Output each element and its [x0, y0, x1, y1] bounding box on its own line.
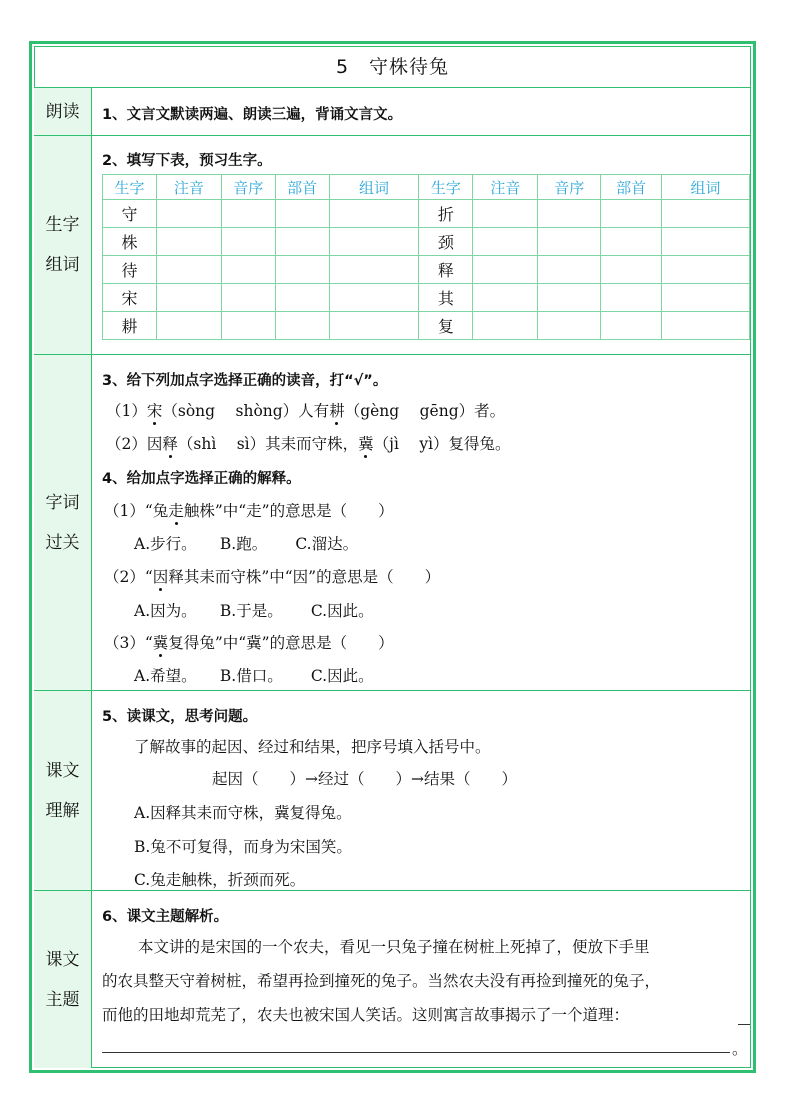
blank-cell[interactable] [221, 284, 275, 312]
header-cell: 组词 [329, 175, 419, 200]
q4-options-1: A.步行。 B.跑。 C.溜达。 [134, 535, 359, 553]
section-words [34, 355, 751, 691]
char-cell: 颈 [419, 228, 473, 256]
blank-cell[interactable] [601, 200, 662, 228]
blank-cell[interactable] [473, 256, 538, 284]
section-label-understanding: 课文 理解 [34, 691, 92, 890]
page-title: 5 守株待兔 [34, 46, 751, 88]
option-c: C.兔走触株，折颈而死。 [134, 871, 306, 889]
answer-blank-line[interactable] [102, 1052, 730, 1053]
header-cell: 部首 [275, 175, 329, 200]
blank-cell[interactable] [221, 228, 275, 256]
char-cell: 其 [419, 284, 473, 312]
blank-cell[interactable] [473, 284, 538, 312]
blank-cell[interactable] [538, 200, 601, 228]
blank-cell[interactable] [601, 312, 662, 340]
header-cell: 部首 [601, 175, 662, 200]
blank-cell[interactable] [601, 284, 662, 312]
question-3: 3、给下列加点字选择正确的读音，打“√”。 [102, 373, 388, 389]
q3-item-2: （2）因释（shì sì）其耒而守株，冀（jì yì）复得兔。 [106, 435, 511, 453]
blank-cell[interactable] [156, 256, 221, 284]
blank-cell[interactable] [156, 312, 221, 340]
table-row [103, 312, 750, 340]
question-2: 2、填写下表，预习生字。 [102, 153, 272, 169]
blank-cell[interactable] [538, 228, 601, 256]
blank-cell[interactable] [156, 284, 221, 312]
theme-line-1: 本文讲的是宋国的一个农夫，看见一只兔子撞在树桩上死掉了，便放下手里 [138, 938, 650, 956]
blank-cell[interactable] [662, 228, 750, 256]
char-cell: 株 [103, 228, 157, 256]
section-vocab [34, 136, 751, 355]
blank-cell[interactable] [329, 228, 419, 256]
table-header-row [103, 175, 750, 200]
header-cell: 生字 [103, 175, 157, 200]
blank-cell[interactable] [662, 200, 750, 228]
header-cell: 音序 [538, 175, 601, 200]
section-understanding [34, 691, 751, 891]
blank-cell[interactable] [329, 312, 419, 340]
blank-cell[interactable] [538, 284, 601, 312]
blank-cell[interactable] [601, 256, 662, 284]
character-table [102, 174, 750, 340]
blank-cell[interactable] [662, 312, 750, 340]
table-row [103, 284, 750, 312]
char-cell: 守 [103, 200, 157, 228]
table-row [103, 256, 750, 284]
q4-item-3: （3）“冀复得兔”中“冀”的意思是（ ） [104, 634, 394, 652]
blank-cell[interactable] [221, 256, 275, 284]
header-cell: 组词 [662, 175, 750, 200]
sequence-blanks: 起因（ ）→经过（ ）→结果（ ） [212, 770, 517, 788]
answer-blank-start[interactable] [738, 1024, 750, 1025]
end-mark: 。 [732, 1040, 748, 1058]
blank-cell[interactable] [473, 200, 538, 228]
q4-item-1: （1）“兔走触株”中“走”的意思是（ ） [104, 502, 394, 520]
q4-options-3: A.希望。 B.借口。 C.因此。 [134, 667, 374, 685]
char-cell: 复 [419, 312, 473, 340]
section-reading [34, 88, 751, 136]
question-6: 6、课文主题解析。 [102, 909, 229, 925]
theme-line-2: 的农具整天守着树桩，希望再捡到撞死的兔子。当然农夫没有再捡到撞死的兔子， [102, 972, 661, 990]
q4-options-2: A.因为。 B.于是。 C.因此。 [134, 602, 374, 620]
section-label-vocab: 生字 组词 [34, 136, 92, 354]
instruction-text: 了解故事的起因、经过和结果，把序号填入括号中。 [134, 738, 491, 756]
char-cell: 释 [419, 256, 473, 284]
char-cell: 宋 [103, 284, 157, 312]
header-cell: 音序 [221, 175, 275, 200]
blank-cell[interactable] [275, 284, 329, 312]
blank-cell[interactable] [329, 200, 419, 228]
blank-cell[interactable] [329, 284, 419, 312]
theme-line-3: 而他的田地却荒芜了，农夫也被宋国人笑话。这则寓言故事揭示了一个道理： [102, 1006, 630, 1024]
section-label-theme: 课文 主题 [34, 891, 92, 1068]
blank-cell[interactable] [473, 228, 538, 256]
blank-cell[interactable] [221, 200, 275, 228]
section-theme [34, 891, 751, 1068]
header-cell: 生字 [419, 175, 473, 200]
blank-cell[interactable] [601, 228, 662, 256]
blank-cell[interactable] [662, 256, 750, 284]
question-4: 4、给加点字选择正确的解释。 [102, 471, 301, 487]
blank-cell[interactable] [662, 284, 750, 312]
option-a: A.因释其耒而守株，冀复得兔。 [134, 804, 352, 822]
blank-cell[interactable] [473, 312, 538, 340]
blank-cell[interactable] [275, 256, 329, 284]
blank-cell[interactable] [329, 256, 419, 284]
blank-cell[interactable] [538, 312, 601, 340]
option-b: B.兔不可复得，而身为宋国笑。 [134, 838, 352, 856]
question-1: 1、文言文默读两遍、朗读三遍，背诵文言文。 [102, 107, 403, 123]
blank-cell[interactable] [275, 228, 329, 256]
section-label-reading: 朗读 [34, 88, 92, 135]
header-cell: 注音 [473, 175, 538, 200]
table-row [103, 228, 750, 256]
char-cell: 耕 [103, 312, 157, 340]
char-cell: 待 [103, 256, 157, 284]
blank-cell[interactable] [275, 200, 329, 228]
q4-item-2: （2）“因释其耒而守株”中“因”的意思是（ ） [104, 568, 441, 586]
blank-cell[interactable] [156, 228, 221, 256]
blank-cell[interactable] [156, 200, 221, 228]
table-row [103, 200, 750, 228]
q3-item-1: （1）宋（sòng shòng）人有耕（gèng gēng）者。 [106, 402, 506, 420]
question-5: 5、读课文，思考问题。 [102, 709, 258, 725]
blank-cell[interactable] [275, 312, 329, 340]
header-cell: 注音 [156, 175, 221, 200]
section-label-words: 字词 过关 [34, 355, 92, 690]
blank-cell[interactable] [221, 312, 275, 340]
blank-cell[interactable] [538, 256, 601, 284]
char-cell: 折 [419, 200, 473, 228]
